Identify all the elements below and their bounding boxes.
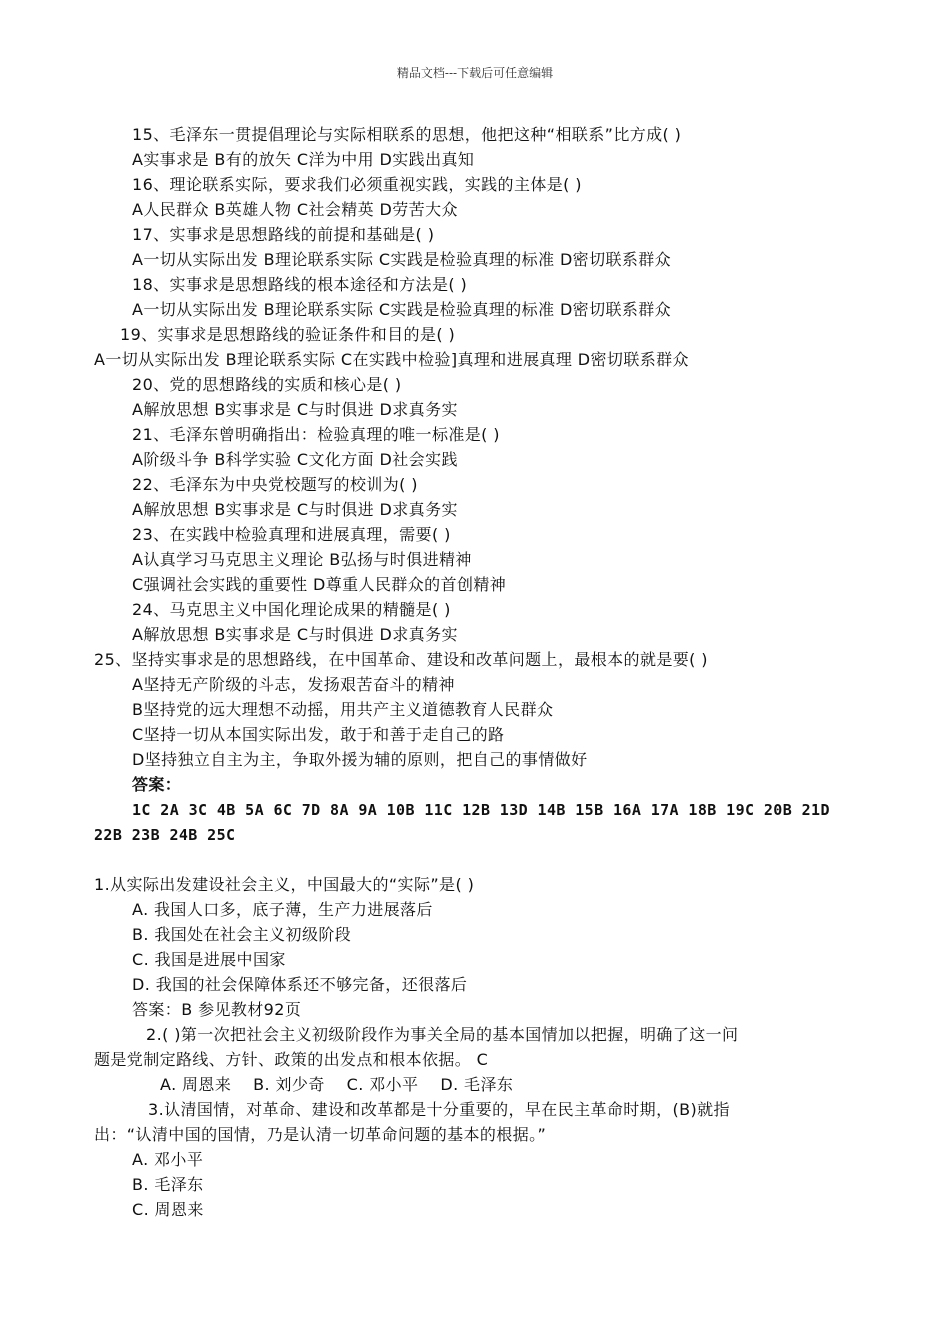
question-23-options-cd: C强调社会实践的重要性 D尊重人民群众的首创精神 bbox=[132, 575, 507, 594]
question-1-option-b: B. 我国处在社会主义初级阶段 bbox=[132, 925, 352, 944]
question-2-line-1: 2.( )第一次把社会主义初级阶段作为事关全局的基本国情加以把握，明确了这一问 bbox=[146, 1025, 739, 1044]
question-24: 24、马克思主义中国化理论成果的精髓是( ) bbox=[132, 600, 451, 619]
answer-heading: 答案： bbox=[132, 775, 182, 794]
question-3-line-2: 出：“认清中国的国情，乃是认清一切革命问题的基本的根据。” bbox=[94, 1125, 547, 1144]
answer-key-line-1: 1C 2A 3C 4B 5A 6C 7D 8A 9A 10B 11C 12B 13D 14B 15B 16A 17A 18B 19C 20B 21D bbox=[132, 801, 830, 819]
question-2-options: A. 周恩来 B. 刘少奇 C. 邓小平 D. 毛泽东 bbox=[160, 1075, 514, 1094]
question-25-option-c: C坚持一切从本国实际出发，敢于和善于走自己的路 bbox=[132, 725, 505, 744]
question-18: 18、实事求是思想路线的根本途径和方法是( ) bbox=[132, 275, 468, 294]
question-23-options-ab: A认真学习马克思主义理论 B弘扬与时俱进精神 bbox=[132, 550, 472, 569]
question-16: 16、理论联系实际，要求我们必须重视实践，实践的主体是( ) bbox=[132, 175, 582, 194]
question-1-option-a: A. 我国人口多，底子薄，生产力进展落后 bbox=[132, 900, 433, 919]
answer-key-line-2: 22B 23B 24B 25C bbox=[94, 826, 236, 844]
question-20-options: A解放思想 B实事求是 C与时俱进 D求真务实 bbox=[132, 400, 458, 419]
question-19-options: A一切从实际出发 B理论联系实际 C在实践中检验]真理和进展真理 D密切联系群众 bbox=[94, 350, 689, 369]
question-25: 25、坚持实事求是的思想路线，在中国革命、建设和改革问题上，最根本的就是要( ) bbox=[94, 650, 708, 669]
question-24-options: A解放思想 B实事求是 C与时俱进 D求真务实 bbox=[132, 625, 458, 644]
question-1-answer: 答案：B 参见教材92页 bbox=[132, 1000, 302, 1019]
question-3-option-c: C. 周恩来 bbox=[132, 1200, 204, 1219]
question-19: 19、实事求是思想路线的验证条件和目的是( ) bbox=[120, 325, 456, 344]
question-22: 22、毛泽东为中央党校题写的校训为( ) bbox=[132, 475, 418, 494]
question-16-options: A人民群众 B英雄人物 C社会精英 D劳苦大众 bbox=[132, 200, 458, 219]
question-1-option-d: D. 我国的社会保障体系还不够完备，还很落后 bbox=[132, 975, 468, 994]
question-21: 21、毛泽东曾明确指出：检验真理的唯一标准是( ) bbox=[132, 425, 500, 444]
question-25-option-a: A坚持无产阶级的斗志，发扬艰苦奋斗的精神 bbox=[132, 675, 455, 694]
question-3-option-b: B. 毛泽东 bbox=[132, 1175, 204, 1194]
question-23: 23、在实践中检验真理和进展真理，需要( ) bbox=[132, 525, 451, 544]
question-20: 20、党的思想路线的实质和核心是( ) bbox=[132, 375, 402, 394]
page-header: 精品文档---下载后可任意编辑 bbox=[396, 66, 554, 80]
question-2-line-2: 题是党制定路线、方针、政策的出发点和根本依据。 C bbox=[94, 1050, 489, 1069]
question-3-line-1: 3.认清国情，对革命、建设和改革都是十分重要的，早在民主革命时期，(B)就指 bbox=[148, 1100, 730, 1119]
question-22-options: A解放思想 B实事求是 C与时俱进 D求真务实 bbox=[132, 500, 458, 519]
question-17-options: A一切从实际出发 B理论联系实际 C实践是检验真理的标准 D密切联系群众 bbox=[132, 250, 672, 269]
question-15: 15、毛泽东一贯提倡理论与实际相联系的思想，他把这种“相联系”比方成( ) bbox=[132, 125, 682, 144]
question-1-option-c: C. 我国是进展中国家 bbox=[132, 950, 286, 969]
question-21-options: A阶级斗争 B科学实验 C文化方面 D社会实践 bbox=[132, 450, 458, 469]
question-25-option-b: B坚持党的远大理想不动摇，用共产主义道德教育人民群众 bbox=[132, 700, 554, 719]
question-1: 1.从实际出发建设社会主义，中国最大的“实际”是( ) bbox=[94, 875, 475, 894]
question-17: 17、实事求是思想路线的前提和基础是( ) bbox=[132, 225, 435, 244]
question-25-option-d: D坚持独立自主为主，争取外援为辅的原则，把自己的事情做好 bbox=[132, 750, 588, 769]
question-15-options: A实事求是 B有的放矢 C洋为中用 D实践出真知 bbox=[132, 150, 475, 169]
question-3-option-a: A. 邓小平 bbox=[132, 1150, 204, 1169]
question-18-options: A一切从实际出发 B理论联系实际 C实践是检验真理的标准 D密切联系群众 bbox=[132, 300, 672, 319]
